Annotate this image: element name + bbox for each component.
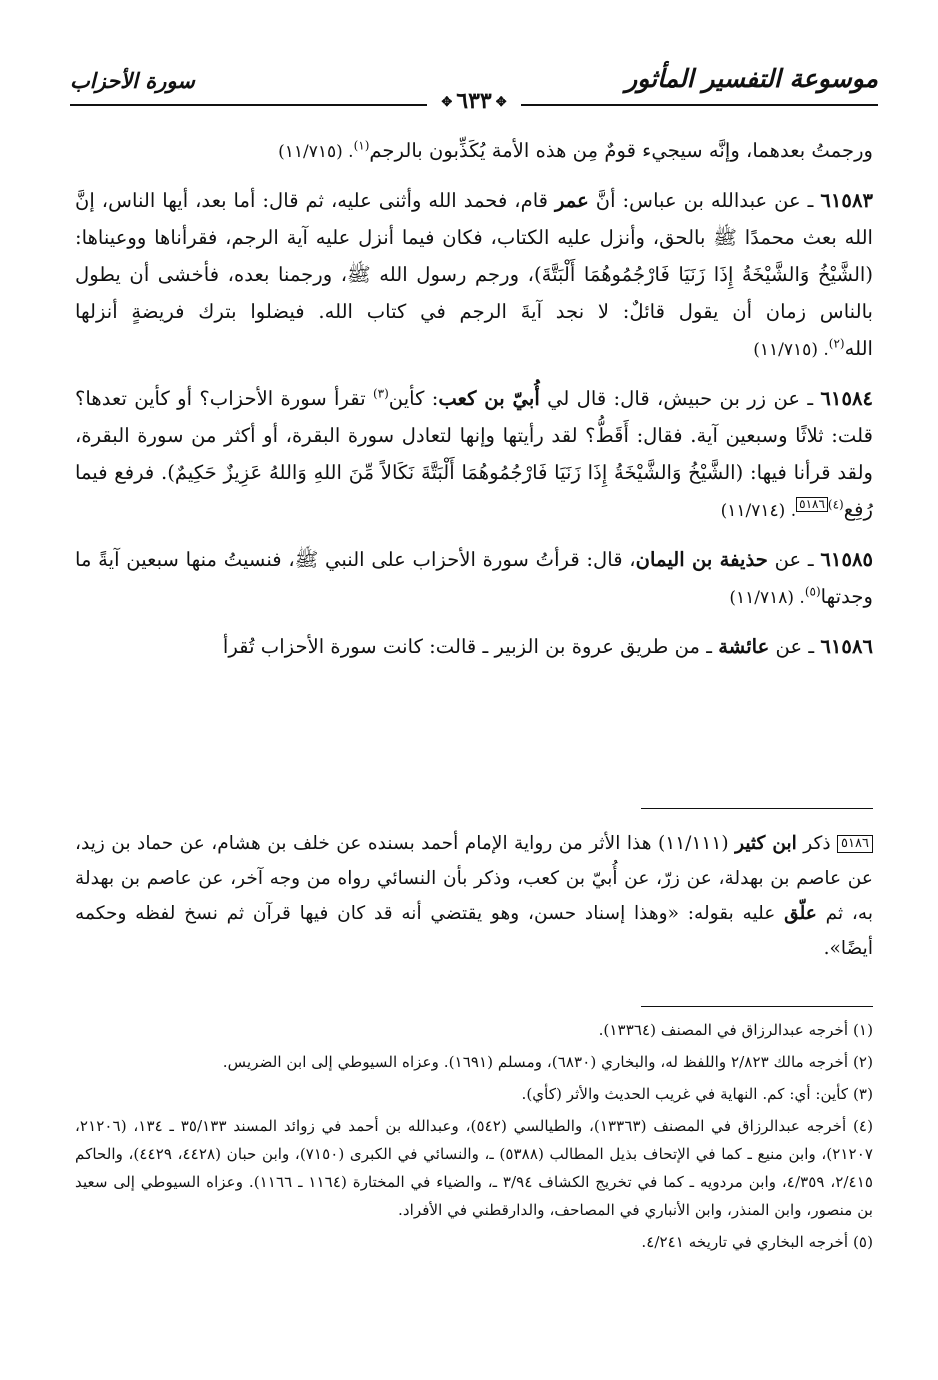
athar-entry bbox=[75, 628, 873, 665]
entry-number: ٦١٥٨٦ bbox=[820, 635, 873, 658]
paragraph-text: ـ من طريق عروة بن الزبير ـ قالت: كانت سورة الأحزاب تُقرأ bbox=[222, 635, 719, 658]
surah-title: سورة الأحزاب bbox=[70, 68, 195, 93]
paragraph-continuation bbox=[75, 132, 873, 171]
page-number: ٦٣٣ bbox=[456, 88, 492, 114]
footnote: (٣) كأين: أي: كم. النهاية في غريب الحديث والأثر (كأي). bbox=[521, 1085, 873, 1103]
footnote: (٥) أخرجه البخاري في تاريخه ٤/٢٤١. bbox=[641, 1233, 873, 1251]
narrator-name: أُبيّ بن كعب bbox=[438, 387, 540, 410]
footnote-marker: (٤) bbox=[827, 497, 844, 512]
page-number-wrap bbox=[70, 88, 878, 114]
page-number-box bbox=[427, 88, 520, 114]
entry-number: ٦١٥٨٤ bbox=[820, 387, 874, 410]
footnote-marker: (٣) bbox=[372, 386, 389, 401]
commentary-text: (١١/١١١) هذا الأثر من رواية الإمام أحمد بسنده عن خلف بن هشام، عن حماد بن زيد، عن عاصم بن بهدلة، عن زرّ، عن أُبيّ بن كعب، وذكر بأن النسائي رواه من وجه آخر، عن عاصم بن بهدلة به، ثم bbox=[75, 833, 874, 924]
commentary-text: ذكر bbox=[796, 833, 838, 854]
footnote-separator bbox=[641, 1006, 873, 1007]
paragraph-text: ، قال: قرأتُ سورة الأحزاب على النبي ﷺ، فنسيتُ منها سبعين آيةً ما وجدتها bbox=[75, 548, 873, 608]
commentary-marker: ٥١٨٦ bbox=[796, 497, 828, 512]
volume-reference: . (١١/٧١٤) bbox=[720, 501, 797, 521]
ornament-icon: ✥ bbox=[441, 94, 453, 110]
footnote-marker: (٥) bbox=[804, 584, 821, 599]
book-title: موسوعة التفسير المأثور bbox=[625, 64, 878, 93]
narrator-name: عمر bbox=[555, 189, 589, 212]
narrator-name: حذيفة بن اليمان bbox=[635, 548, 768, 571]
paragraph-text: قام، فحمد الله وأثنى عليه، ثم قال: أما بعد، أيها الناس، إنَّ الله بعث محمدًا ﷺ بالحق، وأنزل عليه الكتاب، فكان فيما أنزل عليه آية الرجم، فقرأناها ووعيناها: (الشَّيْخُ وَالشَّيْخَةُ إِذَا زَنَيَا فَارْجُمُوهُمَا أَلْبَتَّةَ)، ورجم رسول الله ﷺ، ورجمنا بعده، فأخشى أن يطول بالناس زمان أن يقول قائلٌ: لا نجد آيةَ الرجم في كتاب الله. فيضلوا بترك فريضةٍ أنزلها الله bbox=[75, 189, 873, 360]
footnote-marker: (٢) bbox=[828, 336, 845, 351]
footnote-marker: (١) bbox=[353, 138, 370, 153]
volume-reference: . (١١/٧١٥) bbox=[753, 340, 829, 360]
athar-entry bbox=[75, 380, 873, 530]
paragraph-text: : كأين bbox=[388, 387, 439, 410]
paragraph-text: تقرأ سورة الأحزاب؟ أو كأين تعدها؟ قلت: ثلاثًا وسبعين آية. فقال: أَقَطُّ؟ لقد رأيتها وإنها لتعادل سورة البقرة، أو أكثر من سورة البقرة، ولقد قرأنا فيها: (الشَّيْخُ وَالشَّيْخَةُ إِذَا زَنَيَا فَارْجُمُوهُمَا أَلْبَتَّةَ نَكَالاً مِّنَ اللهِ وَاللهُ عَزِيزٌ حَكِيمٌ). فرفع فيما رُفِع bbox=[75, 387, 873, 521]
entry-number: ٦١٥٨٥ bbox=[820, 548, 874, 571]
footnote: (٤) أخرجه عبدالرزاق في المصنف (١٣٣٦٣)، والطيالسي (٥٤٢)، وعبدالله بن أحمد في زوائد المسند ٣٥/١٣٣ ـ ١٣٤، (٢١٢٠٦، ٢١٢٠٧)، وابن منيع ـ كما في الإتحاف بذيل المطالب (٥٣٨٨) ـ، والنسائي في الكبرى (٧١٥٠)، وابن حبان (٤٤٢٨، ٤٤٢٩)، والحاكم ٢/٤١٥، ٤/٣٥٩، وابن مردويه ـ كما في تخريج الكشاف ٣/٩٤ ـ، والضياء في المختارة (١١٦٤ ـ ١١٦٦). وعزاه السيوطي إلى سعيد بن منصور، وابن المنذر، وابن الأنباري في المصاحف، والدارقطني في الأفراد. bbox=[75, 1117, 874, 1219]
commentary-marker: ٥١٨٦ bbox=[837, 835, 873, 853]
entry-number: ٦١٥٨٣ bbox=[820, 189, 873, 212]
page-header bbox=[70, 58, 878, 114]
footnote: (١) أخرجه عبدالرزاق في المصنف (١٣٣٦٤). bbox=[598, 1021, 873, 1039]
paragraph-text: ـ عن bbox=[767, 548, 821, 571]
narrator-name: عائشة bbox=[718, 635, 770, 658]
athar-entry bbox=[75, 182, 873, 369]
volume-reference: . (١١/٧١٥) bbox=[278, 142, 354, 162]
paragraph-text: ـ عن bbox=[769, 635, 821, 658]
main-text bbox=[75, 132, 873, 676]
paragraph-text: ـ عن زر بن حبيش، قال: قال لي bbox=[539, 387, 821, 410]
athar-entry bbox=[75, 541, 873, 617]
footnote: (٢) أخرجه مالك ٢/٨٢٣ واللفظ له، والبخاري (٦٨٣٠)، ومسلم (١٦٩١). وعزاه السيوطي إلى ابن الضريس. bbox=[222, 1053, 873, 1071]
commentary-block bbox=[75, 826, 873, 966]
emphasis-word: علّق bbox=[784, 903, 817, 924]
scholar-name: ابن كثير bbox=[735, 833, 797, 854]
footnotes bbox=[75, 1016, 873, 1260]
paragraph-text: ورجمتُ بعدهما، وإنَّه سيجيء قومٌ مِن هذه الأمة يُكَذِّبون بالرجم bbox=[369, 139, 873, 162]
volume-reference: . (١١/٧١٨) bbox=[729, 588, 805, 608]
ornament-icon: ✥ bbox=[495, 94, 507, 110]
commentary-separator bbox=[641, 808, 873, 809]
commentary-text: عليه بقوله: «وهذا إسناد حسن، وهو يقتضي أنه قد كان فيها قرآن ثم نسخ لفظه وحكمه أيضًا». bbox=[75, 903, 873, 959]
paragraph-text: ـ عن عبدالله بن عباس: أنَّ bbox=[588, 189, 821, 212]
